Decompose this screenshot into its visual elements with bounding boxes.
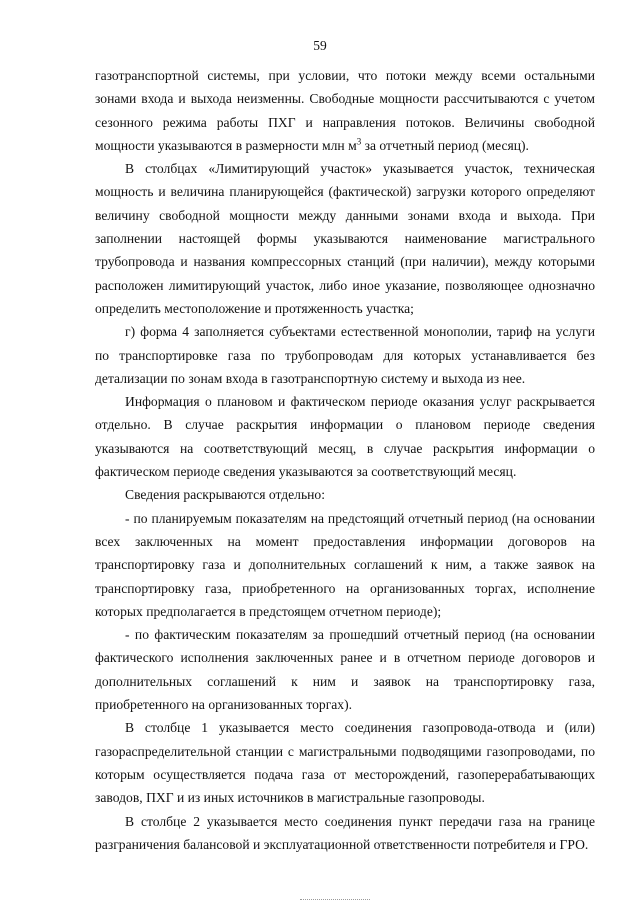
paragraph-disclosed-separately: Сведения раскрываются отдельно: bbox=[125, 487, 326, 503]
paragraph-text: газотранспортной системы, при условии, что потоки между всеми остальными зонами входа и выхода неизменны. Свободные мощности рассчитываются с учетом сезонного режима работы ПХГ и направления потоков. Величины свободной мощности указываются в размерности млн м bbox=[95, 68, 595, 153]
list-item-planned: - по планируемым показателям на предстоящий отчетный период (на основании всех заключенных на момент предоставления информации договоров на транспортировку газа и дополнительных соглашений к ним, а также заявок на транспортировку газа, приобретенного на организованных торгах, исполнение которых предполагается в предстоящем отчетном периоде); bbox=[95, 510, 595, 619]
paragraph-column-1: В столбце 1 указывается место соединения газопровода-отвода и (или) газораспределительной станции с магистральными подводящими газопроводами, по которым осуществляется подача газа от месторождений, газоперерабатывающих заводов, ПХГ и из иных источников в магистральные газопроводы. bbox=[95, 720, 595, 806]
page-number: 59 bbox=[313, 38, 327, 53]
scan-artifact-line bbox=[300, 899, 370, 901]
paragraph-form-4: г) форма 4 заполняется субъектами естественной монополии, тариф на услуги по транспортировке газа по трубопроводам для которых устанавливается без детализации по зонам входа в газотранспортную систему и выхода из нее. bbox=[95, 324, 595, 386]
paragraph-planned-actual: Информация о плановом и фактическом периоде оказания услуг раскрывается отдельно. В случае раскрытия информации о плановом периоде сведения указываются на соответствующий месяц, в случае раскрытия информации о фактическом периоде сведения указываются за соответствующий месяц. bbox=[95, 394, 595, 480]
paragraph-capacity-continuation bbox=[95, 64, 595, 157]
page-body bbox=[95, 64, 595, 856]
paragraph-limiting-section: В столбцах «Лимитирующий участок» указывается участок, техническая мощность и величина планирующейся (фактической) загрузки которого определяют величину свободной мощности между данными зонами входа и выхода. При заполнении настоящей формы указываются наименование магистрального трубопровода и названия компрессорных станций (при наличии), между которыми расположен лимитирующий участок, либо иное указание, позволяющее однозначно определить местоположение и протяженность участка; bbox=[95, 161, 595, 316]
paragraph-tail: за отчетный период (месяц). bbox=[361, 137, 529, 153]
superscript-3: 3 bbox=[356, 136, 362, 147]
paragraph-column-2: В столбце 2 указывается место соединения пункт передачи газа на границе разграничения балансовой и эксплуатационной ответственности потребителя и ГРО. bbox=[95, 813, 595, 852]
list-item-actual: - по фактическим показателям за прошедший отчетный период (на основании фактического исполнения заключенных ранее и в отчетном периоде договоров и дополнительных соглашений к ним и заявок на транспортировку газа, приобретенного на организованных торгах). bbox=[95, 627, 595, 713]
